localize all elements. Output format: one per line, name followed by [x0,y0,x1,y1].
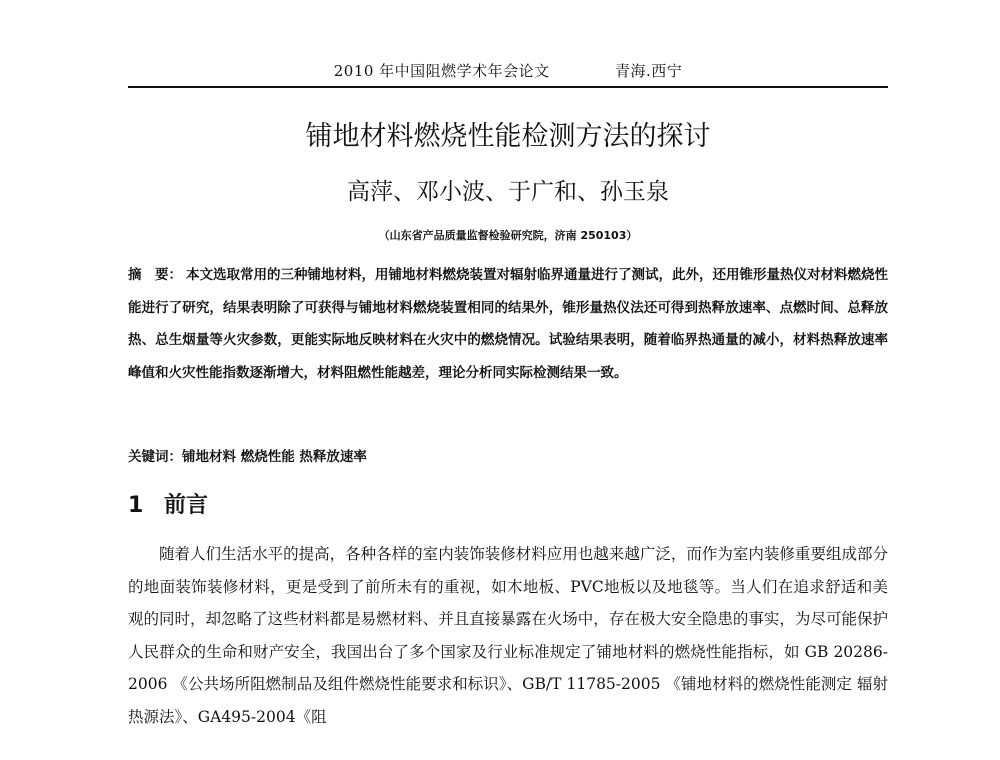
introduction-paragraph: 随着人们生活水平的提高，各种各样的室内装饰装修材料应用也越来越广泛，而作为室内装修重要组成部分的地面装饰装修材料，更是受到了前所未有的重视，如木地板、PVC地板以及地毯等。当人们在追求舒适和美观的同时，却忽略了这些材料都是易燃材料、并且直接暴露在火场中，存在极大安全隐患的事实，为尽可能保护人民群众的生命和财产安全，我国出台了多个国家及行业标准规定了铺地材料的燃烧性能指标，如 GB 20286-2006 《公共场所阻燃制品及组件燃烧性能要求和标识》、GB/T 11785-2005 《铺地材料的燃烧性能测定 辐射热源法》、GA495-2004《阻 [128,545,888,726]
keywords [128,446,888,468]
conference-name: 2010 年中国阻燃学术年会论文 [333,62,550,80]
paper-authors: 高萍、邓小波、于广和、孙玉泉 [347,179,669,205]
conference-venue: 青海.西宁 [614,62,683,80]
running-header [128,60,888,84]
header-rule [128,86,888,88]
abstract [128,259,888,389]
abstract-text: 本文选取常用的三种铺地材料，用铺地材料燃烧装置对辐射临界通量进行了测试，此外，还用锥形量热仪对材料燃烧性能进行了研究，结果表明除了可获得与铺地材料燃烧装置相同的结果外，锥形量热仪法还可得到热释放速率、点燃时间、总释放热、总生烟量等火灾参数，更能实际地反映材料在火灾中的燃烧情况。试验结果表明，随着临界热通量的减小，材料热释放速率峰值和火灾性能指数逐渐增大，材料阻燃性能越差，理论分析同实际检测结果一致。 [128,267,888,381]
section-number: 1 [128,493,144,518]
keywords-text: 铺地材料 燃烧性能 热释放速率 [182,449,367,465]
section-heading-1 [128,490,888,522]
author-affiliation: （山东省产品质量监督检验研究院，济南 250103） [378,229,638,242]
paper-title: 铺地材料燃烧性能检测方法的探讨 [305,121,711,152]
keywords-label: 关键词： [128,449,182,465]
abstract-label: 摘 要： [128,267,182,283]
section-title: 前言 [164,493,209,518]
